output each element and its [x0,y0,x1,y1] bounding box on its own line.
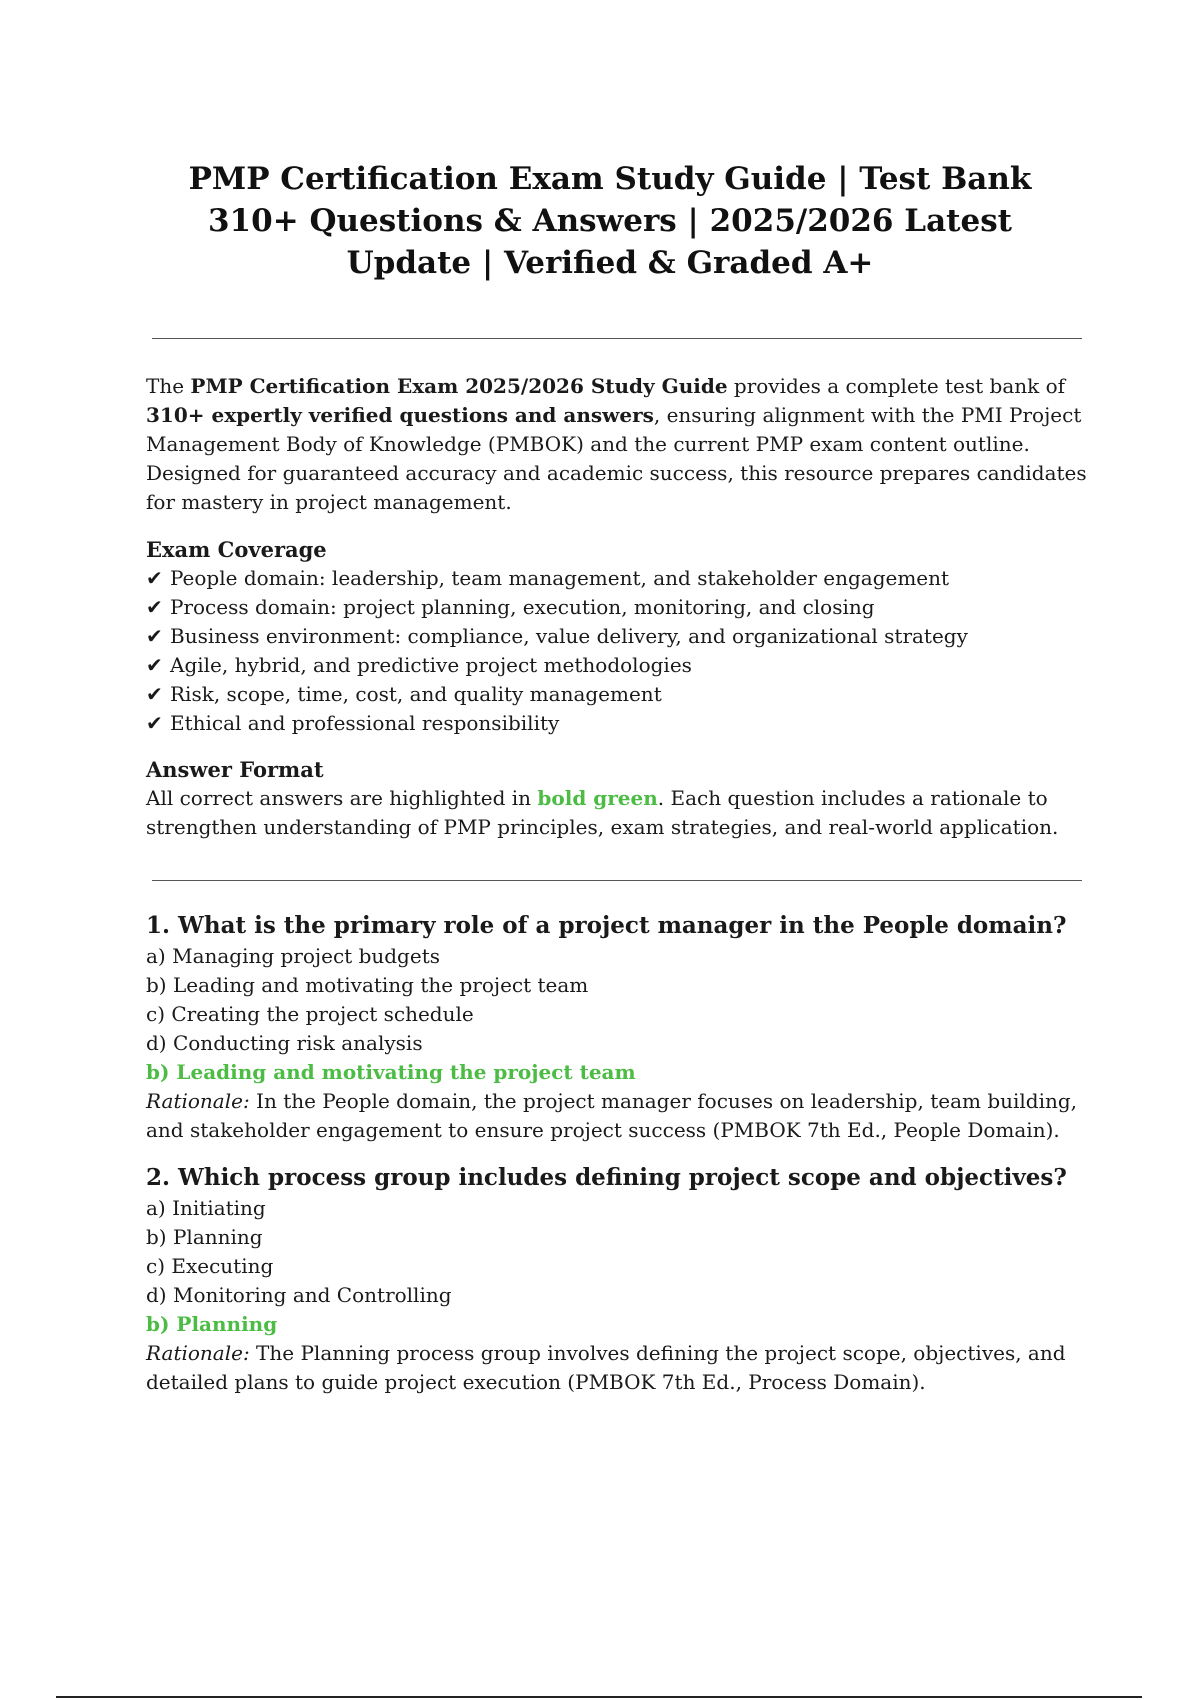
coverage-item [146,709,1096,738]
coverage-item-text: Ethical and professional responsibility [170,711,560,735]
question-2-title: 2. Which process group includes defining project scope and objectives? [146,1164,1067,1191]
intro-text-3: , ensuring alignment with the PMI Project Management Body of Knowledge (PMBOK) and the current PMP exam content outline. Designed for guaranteed accuracy and academic success, this resource prepares candidates for mastery in project management. [146,403,1087,514]
question-2-option-a: a) Initiating [146,1196,266,1220]
coverage-item-text: Business environment: compliance, value delivery, and organizational strategy [170,624,968,648]
coverage-item [146,564,1096,593]
coverage-item [146,680,1096,709]
answer-format-text-2: . Each question includes a rationale to strengthen understanding of PMP principles, exam strategies, and real-world application. [146,786,1059,839]
rationale-label: Rationale: [146,1341,250,1365]
question-2-option-b: b) Planning [146,1225,263,1249]
coverage-item-text: People domain: leadership, team management, and stakeholder engagement [170,566,950,590]
document-title: PMP Certification Exam Study Guide | Test Bank 310+ Questions & Answers | 2025/2026 Latest Update | Verified & Graded A+ [188,161,1032,281]
intro-text-2: provides a complete test bank of [727,374,1066,398]
coverage-item [146,651,1096,680]
question-1 [146,910,1096,1145]
coverage-item-text: Agile, hybrid, and predictive project methodologies [170,653,692,677]
checkmark-icon: ✔ [146,566,163,590]
question-1-option-b: b) Leading and motivating the project team [146,973,589,997]
question-1-rationale [146,1087,1096,1145]
rationale-text: In the People domain, the project manager focuses on leadership, team building, and stakeholder engagement to ensure project success (PMBOK 7th Ed., People Domain). [146,1089,1078,1142]
answer-format-section [146,755,1096,842]
question-2-option-d: d) Monitoring and Controlling [146,1283,452,1307]
divider-top [152,338,1082,339]
divider-middle [152,880,1082,881]
checkmark-icon: ✔ [146,653,163,677]
question-1-option-c: c) Creating the project schedule [146,1002,474,1026]
checkmark-icon: ✔ [146,711,163,735]
coverage-item [146,622,1096,651]
intro-text-1: The [146,374,191,398]
intro-paragraph [146,372,1096,517]
question-1-option-a: a) Managing project budgets [146,944,440,968]
answer-format-text-1: All correct answers are highlighted in [146,786,538,810]
question-2-answer: b) Planning [146,1312,278,1336]
coverage-item-text: Risk, scope, time, cost, and quality management [170,682,662,706]
exam-coverage-heading: Exam Coverage [146,537,327,562]
answer-format-highlight: bold green [537,786,658,810]
answer-format-heading: Answer Format [146,757,324,782]
checkmark-icon: ✔ [146,595,163,619]
question-2-rationale [146,1339,1096,1397]
answer-format-text [146,784,1096,842]
question-1-option-d: d) Conducting risk analysis [146,1031,423,1055]
question-2-option-c: c) Executing [146,1254,274,1278]
exam-coverage-section [146,535,1096,738]
intro-bold-2: 310+ expertly verified questions and answers [146,403,654,427]
question-1-answer: b) Leading and motivating the project team [146,1060,636,1084]
question-1-title: 1. What is the primary role of a project manager in the People domain? [146,912,1067,939]
rationale-text: The Planning process group involves defining the project scope, objectives, and detailed plans to guide project execution (PMBOK 7th Ed., Process Domain). [146,1341,1066,1394]
intro-bold-1: PMP Certification Exam 2025/2026 Study Guide [190,374,728,398]
coverage-item [146,593,1096,622]
checkmark-icon: ✔ [146,682,163,706]
rationale-label: Rationale: [146,1089,250,1113]
page-bottom-border [56,1696,1142,1698]
question-2 [146,1162,1096,1397]
checkmark-icon: ✔ [146,624,163,648]
coverage-item-text: Process domain: project planning, execution, monitoring, and closing [170,595,875,619]
